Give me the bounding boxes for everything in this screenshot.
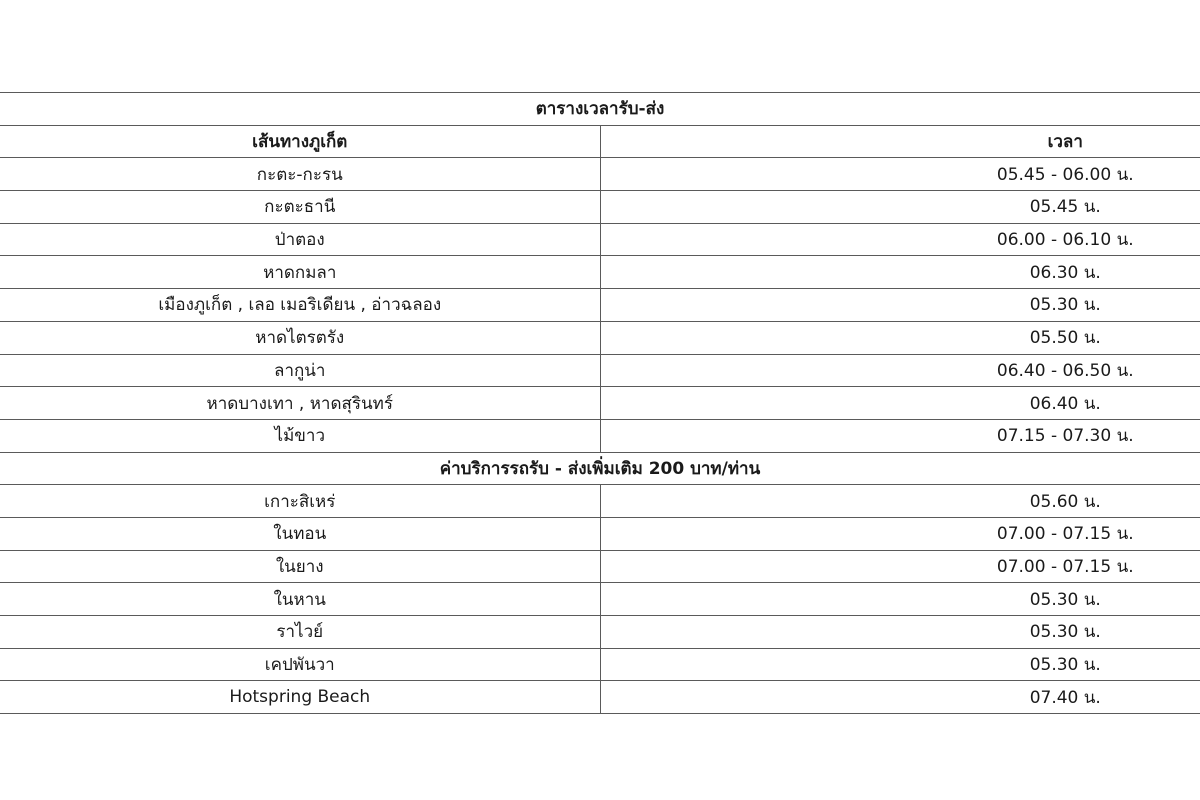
table-row xyxy=(0,616,1200,649)
route-cell: ป่าตอง xyxy=(0,223,600,256)
table-row xyxy=(0,485,1200,518)
column-header-route: เส้นทางภูเก็ต xyxy=(0,125,600,158)
route-cell: ราไวย์ xyxy=(0,616,600,649)
route-cell: เมืองภูเก็ต , เลอ เมอริเดียน , อ่าวฉลอง xyxy=(0,289,600,322)
time-cell: 06.30 น. xyxy=(600,256,1200,289)
route-cell: กะตะ-กะรน xyxy=(0,158,600,191)
time-cell: 05.50 น. xyxy=(600,321,1200,354)
route-cell: ไม้ขาว xyxy=(0,419,600,452)
table-title: ตารางเวลารับ-ส่ง xyxy=(0,93,1200,126)
table-row xyxy=(0,223,1200,256)
time-cell: 07.40 น. xyxy=(600,681,1200,714)
time-cell: 06.00 - 06.10 น. xyxy=(600,223,1200,256)
pickup-schedule-table xyxy=(0,92,1200,714)
table-row xyxy=(0,550,1200,583)
column-header-time: เวลา xyxy=(600,125,1200,158)
route-cell: เคปพันวา xyxy=(0,648,600,681)
extra-fee-note: ค่าบริการรถรับ - ส่งเพิ่มเติม 200 บาท/ท่าน xyxy=(0,452,1200,485)
route-cell: กะตะธานี xyxy=(0,191,600,224)
route-cell: Hotspring Beach xyxy=(0,681,600,714)
table-row xyxy=(0,419,1200,452)
time-cell: 07.15 - 07.30 น. xyxy=(600,419,1200,452)
time-cell: 07.00 - 07.15 น. xyxy=(600,517,1200,550)
table-row xyxy=(0,387,1200,420)
table-header-row xyxy=(0,125,1200,158)
extra-fee-row xyxy=(0,452,1200,485)
time-cell: 05.30 น. xyxy=(600,648,1200,681)
table-row xyxy=(0,681,1200,714)
table-row xyxy=(0,158,1200,191)
route-cell: ลากูน่า xyxy=(0,354,600,387)
table-row xyxy=(0,289,1200,322)
table-row xyxy=(0,191,1200,224)
time-cell: 06.40 น. xyxy=(600,387,1200,420)
table-row xyxy=(0,517,1200,550)
time-cell: 05.45 - 06.00 น. xyxy=(600,158,1200,191)
route-cell: เกาะสิเหร่ xyxy=(0,485,600,518)
time-cell: 05.30 น. xyxy=(600,616,1200,649)
route-cell: ในยาง xyxy=(0,550,600,583)
time-cell: 05.30 น. xyxy=(600,289,1200,322)
route-cell: ในหาน xyxy=(0,583,600,616)
time-cell: 05.60 น. xyxy=(600,485,1200,518)
table-title-row xyxy=(0,93,1200,126)
time-cell: 06.40 - 06.50 น. xyxy=(600,354,1200,387)
route-cell: หาดกมลา xyxy=(0,256,600,289)
time-cell: 05.30 น. xyxy=(600,583,1200,616)
table-row xyxy=(0,321,1200,354)
route-cell: หาดบางเทา , หาดสุรินทร์ xyxy=(0,387,600,420)
time-cell: 07.00 - 07.15 น. xyxy=(600,550,1200,583)
table-row xyxy=(0,648,1200,681)
table-row xyxy=(0,583,1200,616)
route-cell: หาดไตรตรัง xyxy=(0,321,600,354)
route-cell: ในทอน xyxy=(0,517,600,550)
table-row xyxy=(0,256,1200,289)
time-cell: 05.45 น. xyxy=(600,191,1200,224)
table-row xyxy=(0,354,1200,387)
